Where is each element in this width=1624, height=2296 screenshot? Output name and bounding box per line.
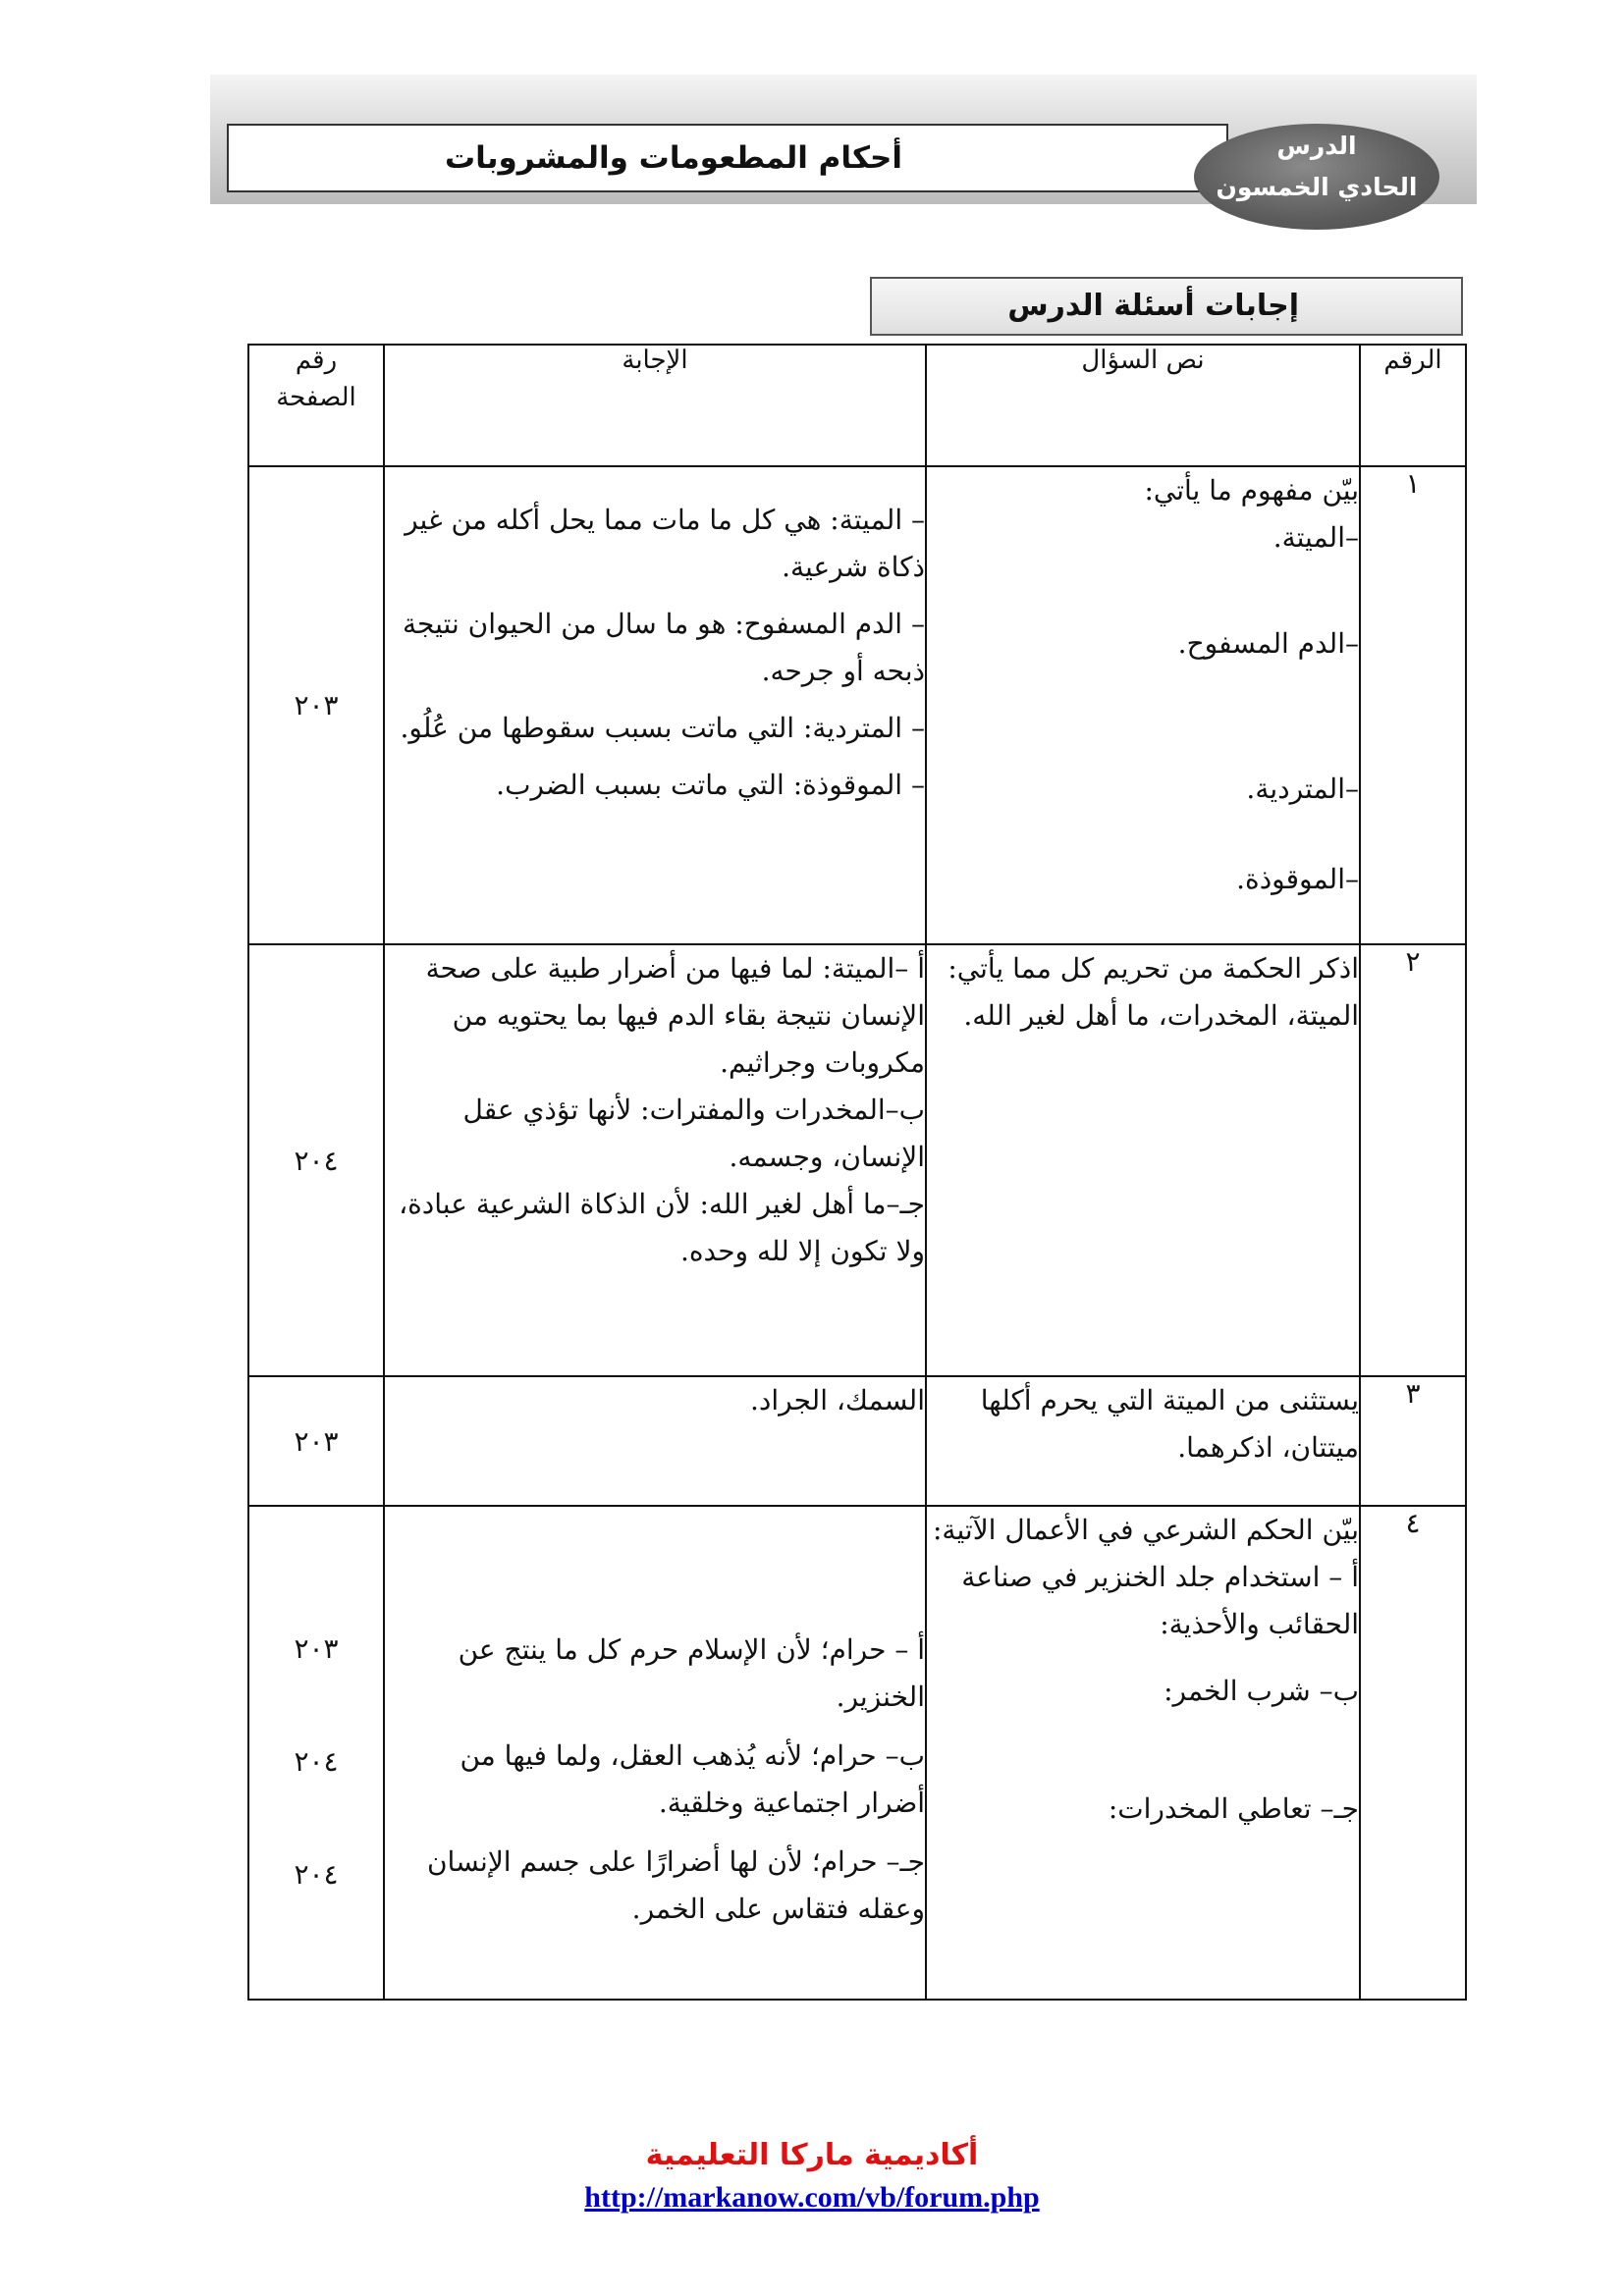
page-number: ٢٠٣: [294, 1632, 339, 1665]
answer-text: السمك، الجراد.: [750, 1384, 925, 1416]
answer-text: ب–المخدرات والمفترات: لأنها تؤذي عقل الإنسان، وجسمه.: [462, 1094, 925, 1173]
row-number: ٢: [1360, 944, 1466, 1376]
question-text: ب– شرب الخمر:: [1164, 1675, 1359, 1707]
question-text: اذكر الحكمة من تحريم كل مما يأتي: الميتة، المخدرات، ما أهل لغير الله.: [947, 952, 1359, 1032]
page-number: ٢٠٤: [294, 1745, 339, 1778]
question-cell: [926, 1506, 1360, 2000]
badge-label: الدرس: [1276, 132, 1357, 160]
header-page: [248, 345, 384, 466]
lesson-badge: [1194, 124, 1439, 230]
badge-lesson-number: الحادي الخمسون: [1216, 173, 1418, 201]
section-heading: إجابات أسئلة الدرس: [870, 277, 1463, 336]
answer-text: جـ–ما أهل لغير الله: لأن الذكاة الشرعية عبادة، ولا تكون إلا لله وحده.: [399, 1188, 925, 1267]
row-number: ٣: [1360, 1376, 1466, 1506]
question-text: –الموقوذة.: [1236, 863, 1359, 895]
question-text: –الميتة.: [1272, 521, 1359, 554]
question-cell: [926, 1376, 1360, 1506]
question-text: يستثنى من الميتة التي يحرم أكلها ميتتان، اذكرهما.: [980, 1384, 1359, 1464]
answer-text: – الموقوذة: التي ماتت بسبب الضرب.: [496, 769, 925, 801]
table-row: [248, 466, 1466, 944]
question-text: –المتردية.: [1246, 773, 1359, 805]
answer-text: – المتردية: التي ماتت بسبب سقوطها من عُلُو.: [400, 712, 925, 744]
answer-cell: [384, 466, 926, 944]
lesson-title: أحكام المطعومات والمشروبات: [227, 124, 1228, 192]
table-header-row: [248, 345, 1466, 466]
header-question: نص السؤال: [926, 345, 1360, 466]
answer-cell: [384, 944, 926, 1376]
page-cell: [248, 466, 384, 944]
page-number: ٢٠٣: [294, 1424, 339, 1458]
row-number: ١: [1360, 466, 1466, 944]
answer-text: – الدم المسفوح: هو ما سال من الحيوان نتيجة ذبحه أو جرحه.: [403, 608, 925, 687]
footer-org-name: أكاديمية ماركا التعليمية: [645, 2138, 979, 2172]
answer-text: ب– حرام؛ لأنه يُذهب العقل، ولما فيها من أضرار اجتماعية وخلقية.: [460, 1739, 925, 1819]
question-cell: [926, 944, 1360, 1376]
answer-text: أ – حرام؛ لأن الإسلام حرم كل ما ينتج عن الخنزير.: [458, 1633, 925, 1713]
question-text: بيّن مفهوم ما يأتي:: [1144, 474, 1359, 507]
row-number: ٤: [1360, 1506, 1466, 2000]
page-number: ٢٠٣: [294, 689, 339, 721]
footer-forum-link[interactable]: http://markanow.com/vb/forum.php: [584, 2181, 1040, 2214]
question-text: بيّن الحكم الشرعي في الأعمال الآتية:: [933, 1514, 1359, 1546]
question-text: –الدم المسفوح.: [1177, 627, 1359, 660]
table-row: [248, 1506, 1466, 2000]
page-cell: [248, 1506, 384, 2000]
page-number: ٢٠٤: [294, 1858, 339, 1891]
answer-cell: [384, 1506, 926, 2000]
question-text: أ – استخدام جلد الخنزير في صناعة الحقائب والأحذية:: [961, 1561, 1359, 1640]
page-number: ٢٠٤: [294, 1144, 339, 1177]
page-cell: [248, 944, 384, 1376]
answer-text: جـ– حرام؛ لأن لها أضرارًا على جسم الإنسان وعقله فتقاس على الخمر.: [426, 1845, 925, 1925]
header-page-line2: الصفحة: [276, 383, 356, 412]
table-row: [248, 944, 1466, 1376]
header-num: الرقم: [1360, 345, 1466, 466]
answer-text: – الميتة: هي كل ما مات مما يحل أكله من غير ذكاة شرعية.: [405, 504, 925, 583]
answer-cell: [384, 1376, 926, 1506]
question-cell: [926, 466, 1360, 944]
answers-table: [247, 344, 1467, 2001]
table-row: [248, 1376, 1466, 1506]
question-text: جـ– تعاطي المخدرات:: [1108, 1792, 1359, 1825]
answer-text: أ –الميتة: لما فيها من أضرار طبية على صحة الإنسان نتيجة بقاء الدم فيها بما يحتويه من مكروبات وجراثيم.: [425, 952, 925, 1079]
header-page-line1: رقم: [295, 346, 338, 375]
header-answer: الإجابة: [384, 345, 926, 466]
page-cell: [248, 1376, 384, 1506]
